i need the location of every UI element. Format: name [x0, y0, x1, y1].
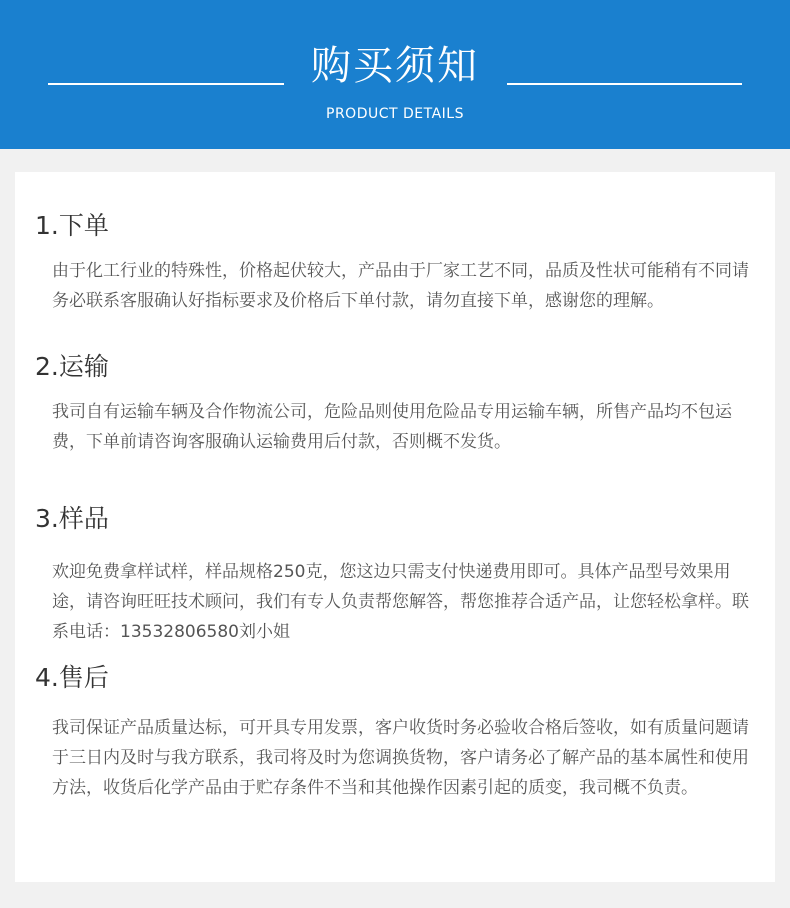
section-heading: 2.运输	[35, 352, 109, 381]
section-heading: 4.售后	[35, 663, 109, 692]
content-card	[15, 172, 775, 882]
section-body: 我司保证产品质量达标，可开具专用发票，客户收货时务必验收合格后签收，如有质量问题请于三日内及时与我方联系，我司将及时为您调换货物，客户请务必了解产品的基本属性和使用方法，收货后化学产品由于贮存条件不当和其他操作因素引起的质变，我司概不负责。	[52, 718, 749, 798]
title-divider-right	[507, 83, 742, 85]
section-heading: 1.下单	[35, 211, 109, 240]
section-body: 由于化工行业的特殊性，价格起伏较大，产品由于厂家工艺不同，品质及性状可能稍有不同请务必联系客服确认好指标要求及价格后下单付款，请勿直接下单，感谢您的理解。	[52, 261, 749, 311]
page-subtitle: PRODUCT DETAILS	[326, 106, 464, 122]
section-body: 我司自有运输车辆及合作物流公司，危险品则使用危险品专用运输车辆，所售产品均不包运费，下单前请咨询客服确认运输费用后付款，否则概不发货。	[52, 402, 732, 452]
title-divider-left	[48, 83, 284, 85]
section-body: 欢迎免费拿样试样，样品规格250克，您这边只需支付快递费用即可。具体产品型号效果用途，请咨询旺旺技术顾问，我们有专人负责帮您解答，帮您推荐合适产品，让您轻松拿样。联系电话：13532806580刘小姐	[52, 562, 749, 642]
page-title: 购买须知	[311, 43, 479, 89]
section-heading: 3.样品	[35, 504, 109, 533]
header-banner	[0, 0, 790, 149]
